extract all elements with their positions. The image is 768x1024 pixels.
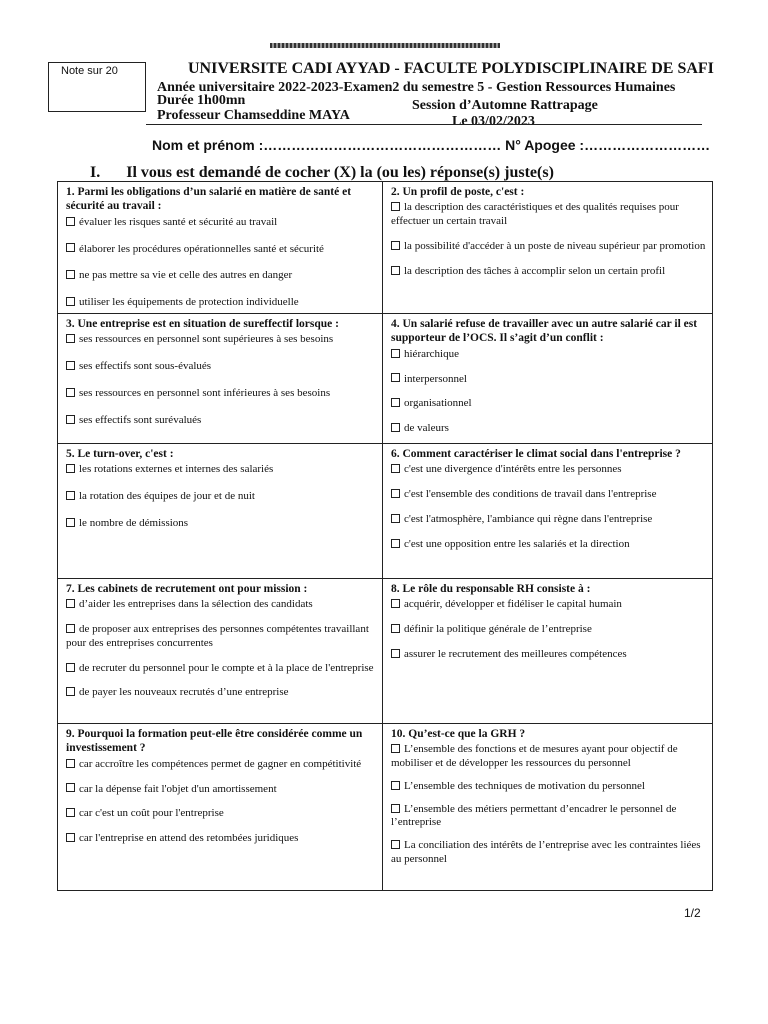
question-text: 6. Comment caractériser le climat social dans l'entreprise ? (391, 448, 681, 460)
checkbox[interactable] (66, 217, 75, 226)
section-title (90, 164, 554, 182)
answer-option[interactable]: ses ressources en personnel sont supérieures à ses besoins (66, 333, 376, 347)
question-text: 8. Le rôle du responsable RH consiste à : (391, 583, 591, 595)
checkbox[interactable] (66, 388, 75, 397)
checkbox[interactable] (66, 491, 75, 500)
checkbox[interactable] (391, 840, 400, 849)
checkbox[interactable] (66, 415, 75, 424)
question-text: 5. Le turn-over, c'est : (66, 448, 174, 460)
question-3 (58, 314, 382, 443)
professor-name: Professeur Chamseddine MAYA (157, 108, 350, 123)
checkbox[interactable] (66, 518, 75, 527)
checkbox[interactable] (391, 489, 400, 498)
checkbox[interactable] (391, 514, 400, 523)
grade-label: Note sur 20 (61, 65, 118, 77)
question-8 (383, 579, 712, 723)
question-text: 1. Parmi les obligations d’un salarié en matière de santé et sécurité au travail : (66, 186, 352, 213)
checkbox[interactable] (391, 266, 400, 275)
checkbox[interactable] (391, 398, 400, 407)
answer-option[interactable]: L’ensemble des techniques de motivation du personnel (391, 780, 706, 794)
answer-option[interactable]: ses effectifs sont surévalués (66, 414, 376, 428)
checkbox[interactable] (66, 663, 75, 672)
answer-option[interactable]: la description des caractéristiques et des qualités requises pour effectuer un certain travail (391, 201, 679, 228)
question-9 (58, 724, 382, 890)
checkbox[interactable] (391, 599, 400, 608)
checkbox[interactable] (391, 464, 400, 473)
checkbox[interactable] (391, 241, 400, 250)
answer-option[interactable]: c'est l'atmosphère, l'ambiance qui règne dans l'entreprise (391, 513, 706, 527)
checkbox[interactable] (391, 781, 400, 790)
question-10 (383, 724, 712, 890)
question-5 (58, 444, 382, 578)
question-text: 3. Une entreprise est en situation de sureffectif lorsque : (66, 318, 339, 330)
checkbox[interactable] (66, 759, 75, 768)
answer-option[interactable]: car l'entreprise en attend des retombées juridiques (66, 832, 376, 846)
answer-option[interactable]: interpersonnel (391, 373, 706, 387)
checkbox[interactable] (391, 539, 400, 548)
question-text: 4. Un salarié refuse de travailler avec un autre salarié car il est supporteur de l’OCS. Il s’agit d’un conflit : (391, 318, 698, 345)
checkbox[interactable] (66, 687, 75, 696)
checkbox[interactable] (391, 423, 400, 432)
checkbox[interactable] (66, 833, 75, 842)
checkbox[interactable] (391, 202, 400, 211)
checkbox[interactable] (66, 297, 75, 306)
answer-option[interactable]: de recruter du personnel pour le compte et à la place de l'entreprise (66, 662, 376, 676)
university-title: UNIVERSITE CADI AYYAD - FACULTE POLYDISCIPLINAIRE DE SAFI (188, 60, 714, 77)
answer-option[interactable]: c'est une opposition entre les salariés et la direction (391, 538, 706, 552)
checkbox[interactable] (391, 373, 400, 382)
page-number: 1/2 (684, 906, 701, 920)
section-instruction: Il vous est demandé de cocher (X) la (ou les) réponse(s) juste(s) (126, 164, 554, 181)
checkbox[interactable] (391, 744, 400, 753)
answer-option[interactable]: ne pas mettre sa vie et celle des autres en danger (66, 269, 376, 283)
student-identity-line[interactable]: Nom et prénom :…………………………………………… N° Apogee :……………………… (152, 137, 711, 153)
answer-option[interactable]: de proposer aux entreprises des personnes compétentes travaillant pour des entreprises concurrentes (66, 623, 369, 649)
header-divider (146, 124, 702, 125)
question-text: 7. Les cabinets de recrutement ont pour mission : (66, 583, 308, 595)
answer-option[interactable]: assurer le recrutement des meilleures compétences (391, 648, 706, 662)
answer-option[interactable]: L’ensemble des métiers permettant d’encadrer le personnel de l’entreprise (391, 802, 677, 829)
answer-option[interactable]: c'est une divergence d'intérêts entre les personnes (391, 463, 706, 477)
answer-option[interactable]: de payer les nouveaux recrutés d’une entreprise (66, 686, 376, 700)
section-number: I. (90, 164, 101, 181)
checkbox[interactable] (66, 361, 75, 370)
answer-option[interactable]: d’aider les entreprises dans la sélection des candidats (66, 598, 376, 612)
question-1 (58, 182, 382, 313)
grade-box (48, 62, 146, 112)
answer-option[interactable]: évaluer les risques santé et sécurité au travail (66, 216, 376, 230)
answer-option[interactable]: utiliser les équipements de protection individuelle (66, 296, 376, 310)
checkbox[interactable] (66, 808, 75, 817)
answer-option[interactable]: organisationnel (391, 397, 706, 411)
answer-option[interactable]: le nombre de démissions (66, 517, 376, 531)
question-text: 10. Qu’est-ce que la GRH ? (391, 728, 526, 740)
answer-option[interactable]: car c'est un coût pour l'entreprise (66, 807, 376, 821)
checkbox[interactable] (66, 783, 75, 792)
checkbox[interactable] (391, 804, 400, 813)
question-text: 2. Un profil de poste, c'est : (391, 186, 525, 198)
checkbox[interactable] (66, 270, 75, 279)
top-scan-band (270, 43, 500, 48)
checkbox[interactable] (391, 624, 400, 633)
exam-date: Le 03/02/2023 (452, 114, 535, 129)
answer-option[interactable]: acquérir, développer et fidéliser le capital humain (391, 598, 706, 612)
exam-year: Année universitaire 2022-2023-Examen2 du semestre 5 - Gestion Ressources Humaines (157, 80, 676, 95)
answer-option[interactable]: de valeurs (391, 422, 706, 436)
answer-option[interactable]: ses ressources en personnel sont inférieures à ses besoins (66, 387, 376, 401)
exam-duration: Durée 1h00mn (157, 93, 246, 108)
answer-option[interactable]: la possibilité d'accéder à un poste de niveau supérieur par promotion (391, 240, 706, 254)
question-text: 9. Pourquoi la formation peut-elle être considérée comme un investissement ? (66, 728, 363, 755)
answer-option[interactable]: ses effectifs sont sous-évalués (66, 360, 376, 374)
session-label: Session d’Automne Rattrapage (412, 98, 598, 113)
checkbox[interactable] (66, 624, 75, 633)
question-2 (383, 182, 712, 313)
question-6 (383, 444, 712, 578)
checkbox[interactable] (66, 334, 75, 343)
answer-option[interactable]: car accroître les compétences permet de gagner en compétitivité (66, 758, 376, 772)
question-4 (383, 314, 712, 443)
checkbox[interactable] (391, 349, 400, 358)
answer-option[interactable]: élaborer les procédures opérationnelles santé et sécurité (66, 243, 376, 257)
answer-option[interactable]: la rotation des équipes de jour et de nuit (66, 490, 376, 504)
checkbox[interactable] (66, 464, 75, 473)
answer-option[interactable]: définir la politique générale de l’entreprise (391, 623, 706, 637)
checkbox[interactable] (391, 649, 400, 658)
answer-option[interactable]: c'est l'ensemble des conditions de travail dans l'entreprise (391, 488, 706, 502)
answer-option[interactable]: car la dépense fait l'objet d'un amortissement (66, 783, 376, 797)
question-7 (58, 579, 382, 723)
answer-option[interactable]: L’ensemble des fonctions et de mesures ayant pour objectif de mobiliser et de développer les ressources du personnel (391, 743, 678, 770)
checkbox[interactable] (66, 243, 75, 252)
answer-option[interactable]: La conciliation des intérêts de l’entreprise avec les contraintes liées au personnel (391, 839, 701, 865)
checkbox[interactable] (66, 599, 75, 608)
answer-option[interactable]: la description des tâches à accomplir selon un certain profil (391, 265, 706, 279)
answer-option[interactable]: hiérarchique (391, 348, 706, 362)
answer-option[interactable]: les rotations externes et internes des salariés (66, 463, 376, 477)
